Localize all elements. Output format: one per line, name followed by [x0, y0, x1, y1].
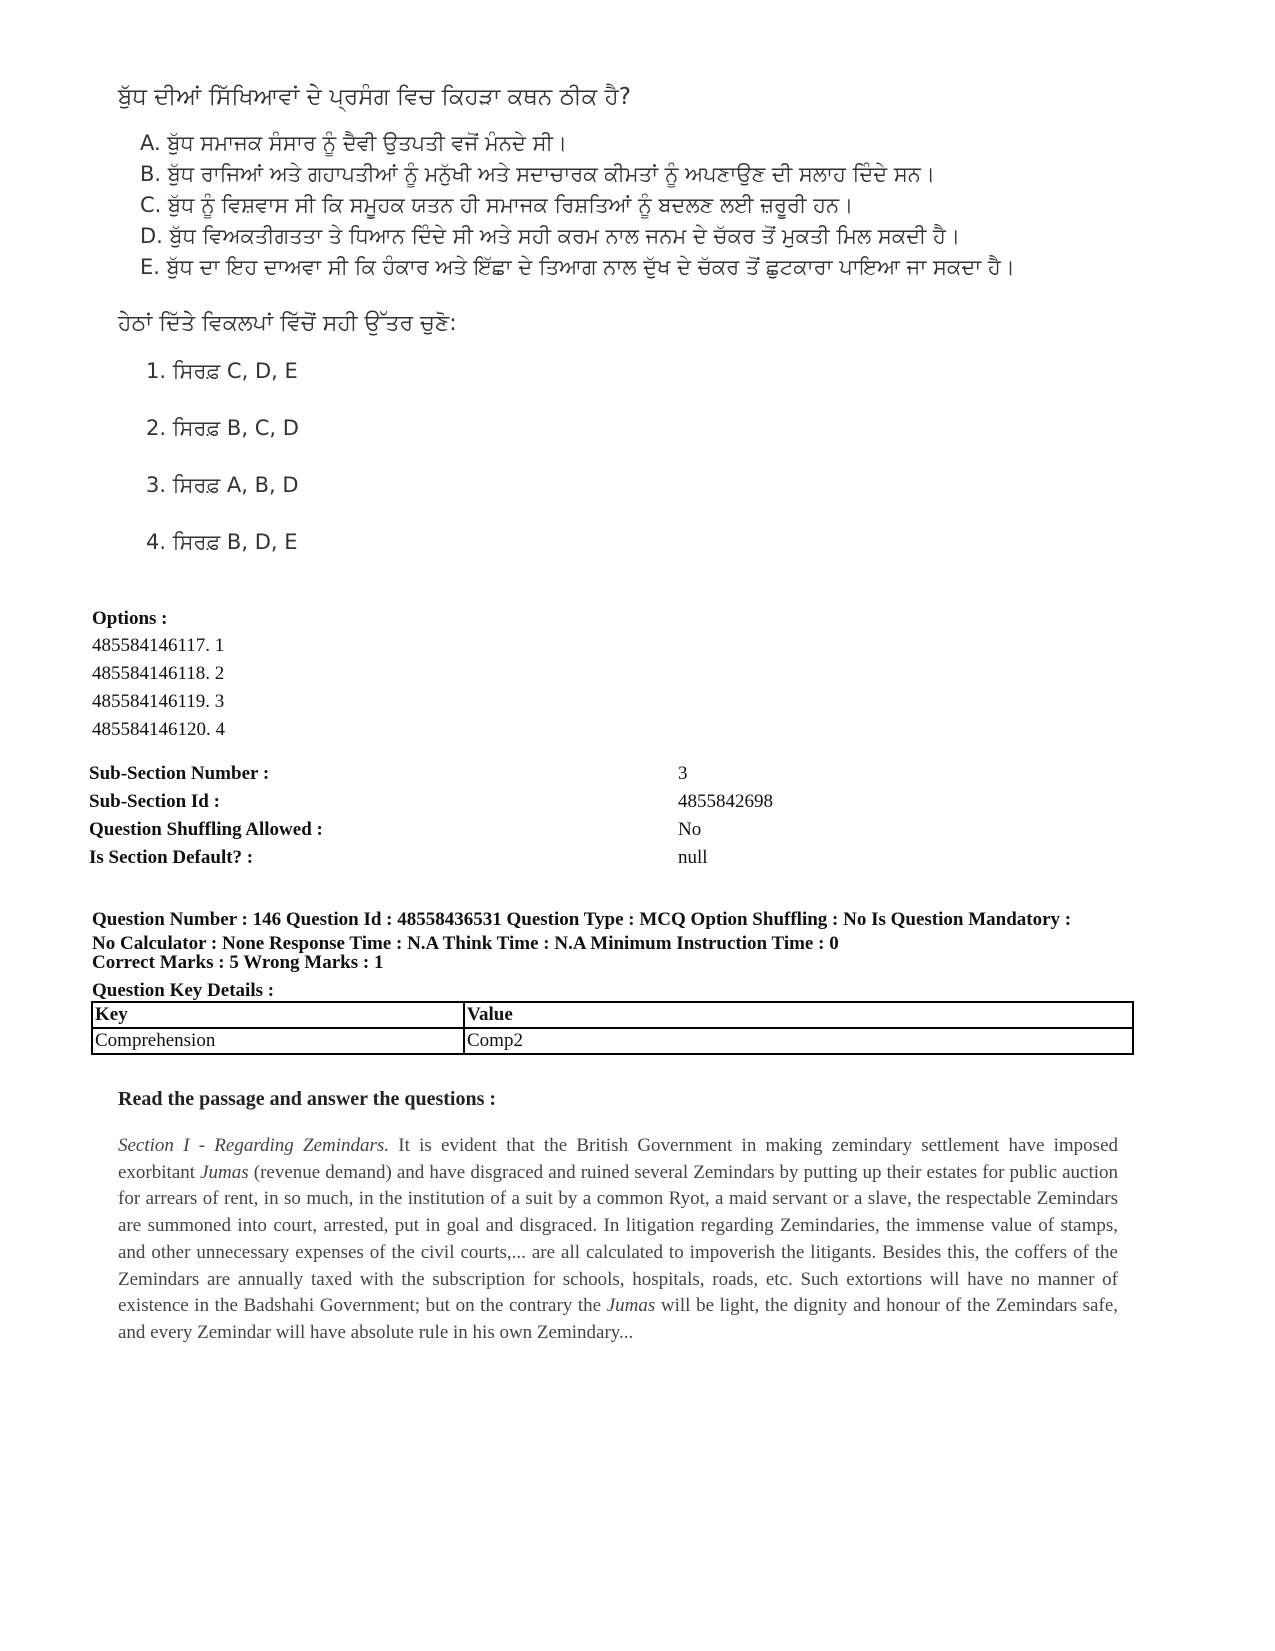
passage-text-part: will be light, the dignity and honour of the Zemindars safe, and every Zemindar will have absolute rule in his own Zemindary...: [118, 1295, 1119, 1343]
subsection-row: [89, 816, 773, 844]
passage-text-part: (revenue demand) and have disgraced and ruined several Zemindars by putting up their estates for public auction for arrears of rent, in so much, in the institution of a suit by a common Ryot, a maid servant or a slave, the respectable Zemindars are summoned into court, arrested, put in goal and disgraced. In litigation regarding Zemindaries, the immense value of stamps, and other unnecessary expenses of the civil courts,... are all calculated to impoverish the litigants. Besides this, the coffers of the Zemindars are annually taxed with the subscription for schools, hospitals, roads, etc. Such extortions will have no manner of existence in the Badshahi Government; but on the contrary the: [118, 1161, 1119, 1317]
option-item: 485584146120. 4: [92, 719, 225, 740]
subsection-id-value: 4855842698: [678, 791, 773, 812]
choice-3: 3. ਸਿਰਫ਼ A, B, D: [146, 473, 299, 497]
value-cell: Comp2: [464, 1028, 1133, 1054]
key-details-heading: Question Key Details :: [92, 980, 275, 1001]
statement-e: E. ਬੁੱਧ ਦਾ ਇਹ ਦਾਅਵਾ ਸੀ ਕਿ ਹੰਕਾਰ ਅਤੇ ਇੱਛਾ ਦੇ ਤਿਆਗ ਨਾਲ ਦੁੱਖ ਦੇ ਚੱਕਰ ਤੋਂ ਛੁਟਕਾਰਾ ਪਾਇਆ ਜਾ ਸਕਦਾ ਹੈ।: [140, 255, 1015, 279]
key-details-table: [91, 1001, 1134, 1055]
options-heading: Options :: [92, 608, 168, 629]
choice-1: 1. ਸਿਰਫ਼ C, D, E: [146, 359, 298, 383]
choose-prompt: ਹੇਠਾਂ ਦਿੱਤੇ ਵਿਕਲਪਾਂ ਵਿੱਚੋਂ ਸਹੀ ਉੱਤਰ ਚੁਣੋ:: [118, 311, 457, 336]
choice-4: 4. ਸਿਰਫ਼ B, D, E: [146, 530, 298, 554]
choice-list: [112, 356, 1092, 584]
passage-text: [118, 1133, 1118, 1347]
subsection-number-label: Sub-Section Number :: [89, 763, 270, 784]
question-header: [92, 908, 1192, 956]
passage-title: Read the passage and answer the questions :: [118, 1088, 497, 1110]
subsection-number-value: 3: [678, 763, 688, 784]
question-header-line2: No Calculator : None Response Time : N.A Think Time : N.A Minimum Instruction Time : 0: [92, 933, 839, 954]
question-stem: ਬੁੱਧ ਦੀਆਂ ਸਿੱਖਿਆਵਾਂ ਦੇ ਪ੍ਰਸੰਗ ਵਿਚ ਕਿਹੜਾ ਕਥਨ ਠੀਕ ਹੈ?: [118, 84, 631, 110]
option-item: 485584146118. 2: [92, 663, 225, 684]
subsection-table: [89, 760, 773, 872]
subsection-row: [89, 788, 773, 816]
jumas-term: Jumas: [200, 1161, 249, 1183]
table-row: [92, 1028, 1133, 1054]
shuffling-allowed-label: Question Shuffling Allowed :: [89, 819, 323, 840]
section-default-value: null: [678, 847, 708, 868]
statement-a: A. ਬੁੱਧ ਸਮਾਜਕ ਸੰਸਾਰ ਨੂੰ ਦੈਵੀ ਉਤਪਤੀ ਵਜੋਂ ਮੰਨਦੇ ਸੀ।: [140, 131, 568, 155]
shuffling-allowed-value: No: [678, 819, 702, 840]
question-header-line1: Question Number : 146 Question Id : 48558436531 Question Type : MCQ Option Shuffling : No Is Question Mandatory :: [92, 909, 1072, 930]
table-header-row: [92, 1002, 1133, 1028]
choice-2: 2. ਸਿਰਫ਼ B, C, D: [146, 416, 299, 440]
options-block: [92, 608, 225, 744]
value-column-header: Value: [464, 1002, 1133, 1028]
option-item: 485584146117. 1: [92, 635, 225, 656]
passage-image: [118, 1088, 1118, 1347]
key-column-header: Key: [92, 1002, 464, 1028]
option-item: 485584146119. 3: [92, 691, 225, 712]
statement-b: B. ਬੁੱਧ ਰਾਜਿਆਂ ਅਤੇ ਗਹਾਪਤੀਆਂ ਨੂੰ ਮਨੁੱਖੀ ਅਤੇ ਸਦਾਚਾਰਕ ਕੀਮਤਾਂ ਨੂੰ ਅਪਣਾਉਣ ਦੀ ਸਲਾਹ ਦਿੰਦੇ ਸਨ।: [140, 162, 936, 186]
jumas-term: Jumas: [606, 1295, 656, 1317]
subsection-row: [89, 760, 773, 788]
marks-line: Correct Marks : 5 Wrong Marks : 1: [92, 952, 384, 973]
subsection-row: [89, 844, 773, 872]
subsection-id-label: Sub-Section Id :: [89, 791, 220, 812]
section-default-label: Is Section Default? :: [89, 847, 254, 868]
question-image: [112, 84, 1092, 584]
passage-section-label: Section I - Regarding Zemindars.: [118, 1135, 390, 1156]
key-cell: Comprehension: [92, 1028, 464, 1054]
passage-text-part: It is evident that the British Government in making zemindary settlement have imposed exorbitant: [118, 1135, 1118, 1183]
statement-list: [112, 128, 1092, 283]
statement-d: D. ਬੁੱਧ ਵਿਅਕਤੀਗਤਤਾ ਤੇ ਧਿਆਨ ਦਿੰਦੇ ਸੀ ਅਤੇ ਸਹੀ ਕਰਮ ਨਾਲ ਜਨਮ ਦੇ ਚੱਕਰ ਤੋਂ ਮੁਕਤੀ ਮਿਲ ਸਕਦੀ ਹੈ।: [140, 224, 961, 248]
statement-c: C. ਬੁੱਧ ਨੂੰ ਵਿਸ਼ਵਾਸ ਸੀ ਕਿ ਸਮੂਹਕ ਯਤਨ ਹੀ ਸਮਾਜਕ ਰਿਸ਼ਤਿਆਂ ਨੂੰ ਬਦਲਣ ਲਈ ਜ਼ਰੂਰੀ ਹਨ।: [140, 193, 854, 217]
